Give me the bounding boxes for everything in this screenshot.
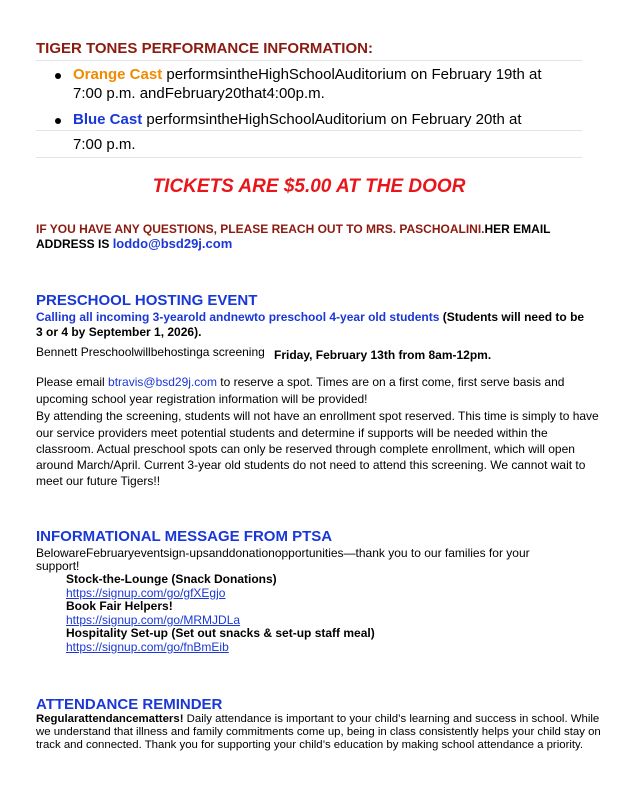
attendance-line3: track and connected. Thank you for supporting your child’s education by making school attendance a priority.: [36, 739, 584, 751]
questions-black-text: HER EMAIL: [484, 222, 551, 236]
ptsa-intro2: support!: [36, 559, 80, 573]
attendance-heading: ATTENDANCE REMINDER: [36, 696, 223, 713]
ptsa-heading: INFORMATIONAL MESSAGE FROM PTSA: [36, 528, 333, 545]
preschool-calling-line: [36, 310, 584, 324]
rule: [36, 130, 582, 131]
rule: [36, 157, 582, 158]
attendance-line2: we understand that illness and family commitments come up, being in class consistently helps your child stay on: [36, 726, 601, 738]
tickets-banner: TICKETS ARE $5.00 AT THE DOOR: [152, 176, 466, 197]
questions-line2: [36, 236, 232, 251]
blue-cast-line: [73, 111, 522, 128]
preschool-email[interactable]: btravis@bsd29j.com: [108, 375, 217, 389]
orange-cast-line2: 7:00 p.m. andFebruary20that4:00p.m.: [73, 85, 325, 102]
orange-cast-label: Orange Cast: [73, 66, 163, 83]
ptsa-item-title: Stock-the-Lounge (Snack Donations): [66, 572, 277, 586]
screening-text: Bennett Preschoolwillbehostinga screening: [36, 345, 265, 359]
ptsa-intro: BelowareFebruaryeventsign-upsanddonationopportunities—thank you to our families for your: [36, 546, 530, 560]
blue-cast-text: performsintheHighSchoolAuditorium on February 20th at: [142, 111, 522, 128]
ptsa-item-link[interactable]: https://signup.com/go/gfXEgjo: [66, 586, 226, 600]
ptsa-item-title: Book Fair Helpers!: [66, 599, 173, 613]
orange-cast-line: [73, 66, 542, 83]
preschool-para-line: around March/April. Current 3-year old students do not need to attend this screening. We cannot wait to: [36, 458, 586, 472]
attendance-lead: Regularattendancematters!: [36, 713, 184, 725]
ptsa-item-title: Hospitality Set-up (Set out snacks & set-up staff meal): [66, 626, 375, 640]
preschool-para-line: meet our future Tigers!!: [36, 474, 161, 488]
attendance-line1: [36, 713, 599, 725]
orange-cast-text: performsintheHighSchoolAuditorium on February 19th at: [162, 66, 542, 83]
preschool-heading: PRESCHOOL HOSTING EVENT: [36, 292, 258, 309]
calling-blue-text: Calling all incoming 3-yearold andnewto preschool 4-year old students: [36, 310, 440, 324]
blue-cast-line2: 7:00 p.m.: [73, 136, 136, 153]
bullet-icon: [55, 118, 61, 124]
preschool-email-line: [36, 375, 564, 389]
address-label: ADDRESS IS: [36, 237, 113, 251]
preschool-calling-line2: 3 or 4 by September 1, 2026).: [36, 325, 202, 339]
questions-email[interactable]: loddo@bsd29j.com: [112, 236, 233, 251]
preschool-para-line: classroom. Actual preschool spots can only be reserved through complete enrollment, which will open: [36, 442, 575, 456]
screening-date: Friday, February 13th from 8am-12pm.: [274, 348, 492, 362]
email-pre: Please email: [36, 375, 109, 389]
email-post: to reserve a spot. Times are on a first come, first serve basis and: [216, 375, 565, 389]
preschool-para-line: our service providers meet potential students and determine if supports will be needed within the: [36, 426, 548, 440]
preschool-para-line: By attending the screening, students will not have an enrollment spot reserved. This time is simply to have: [36, 409, 599, 423]
blue-cast-label: Blue Cast: [73, 111, 143, 128]
ptsa-item-link[interactable]: https://signup.com/go/MRMJDLa: [66, 613, 241, 627]
tiger-heading: TIGER TONES PERFORMANCE INFORMATION:: [36, 40, 373, 57]
attendance-text: Daily attendance is important to your child’s learning and success in school. While: [183, 713, 600, 725]
rule: [36, 60, 582, 61]
ptsa-item-link[interactable]: https://signup.com/go/fnBmEib: [66, 640, 229, 654]
questions-red-text: IF YOU HAVE ANY QUESTIONS, PLEASE REACH OUT TO MRS. PASCHOALINI.: [36, 222, 485, 236]
bullet-icon: [55, 73, 61, 79]
preschool-email-line2: upcoming school year registration information will be provided!: [36, 392, 368, 406]
calling-black-text: (Students will need to be: [439, 310, 585, 324]
questions-line1: [36, 222, 551, 236]
